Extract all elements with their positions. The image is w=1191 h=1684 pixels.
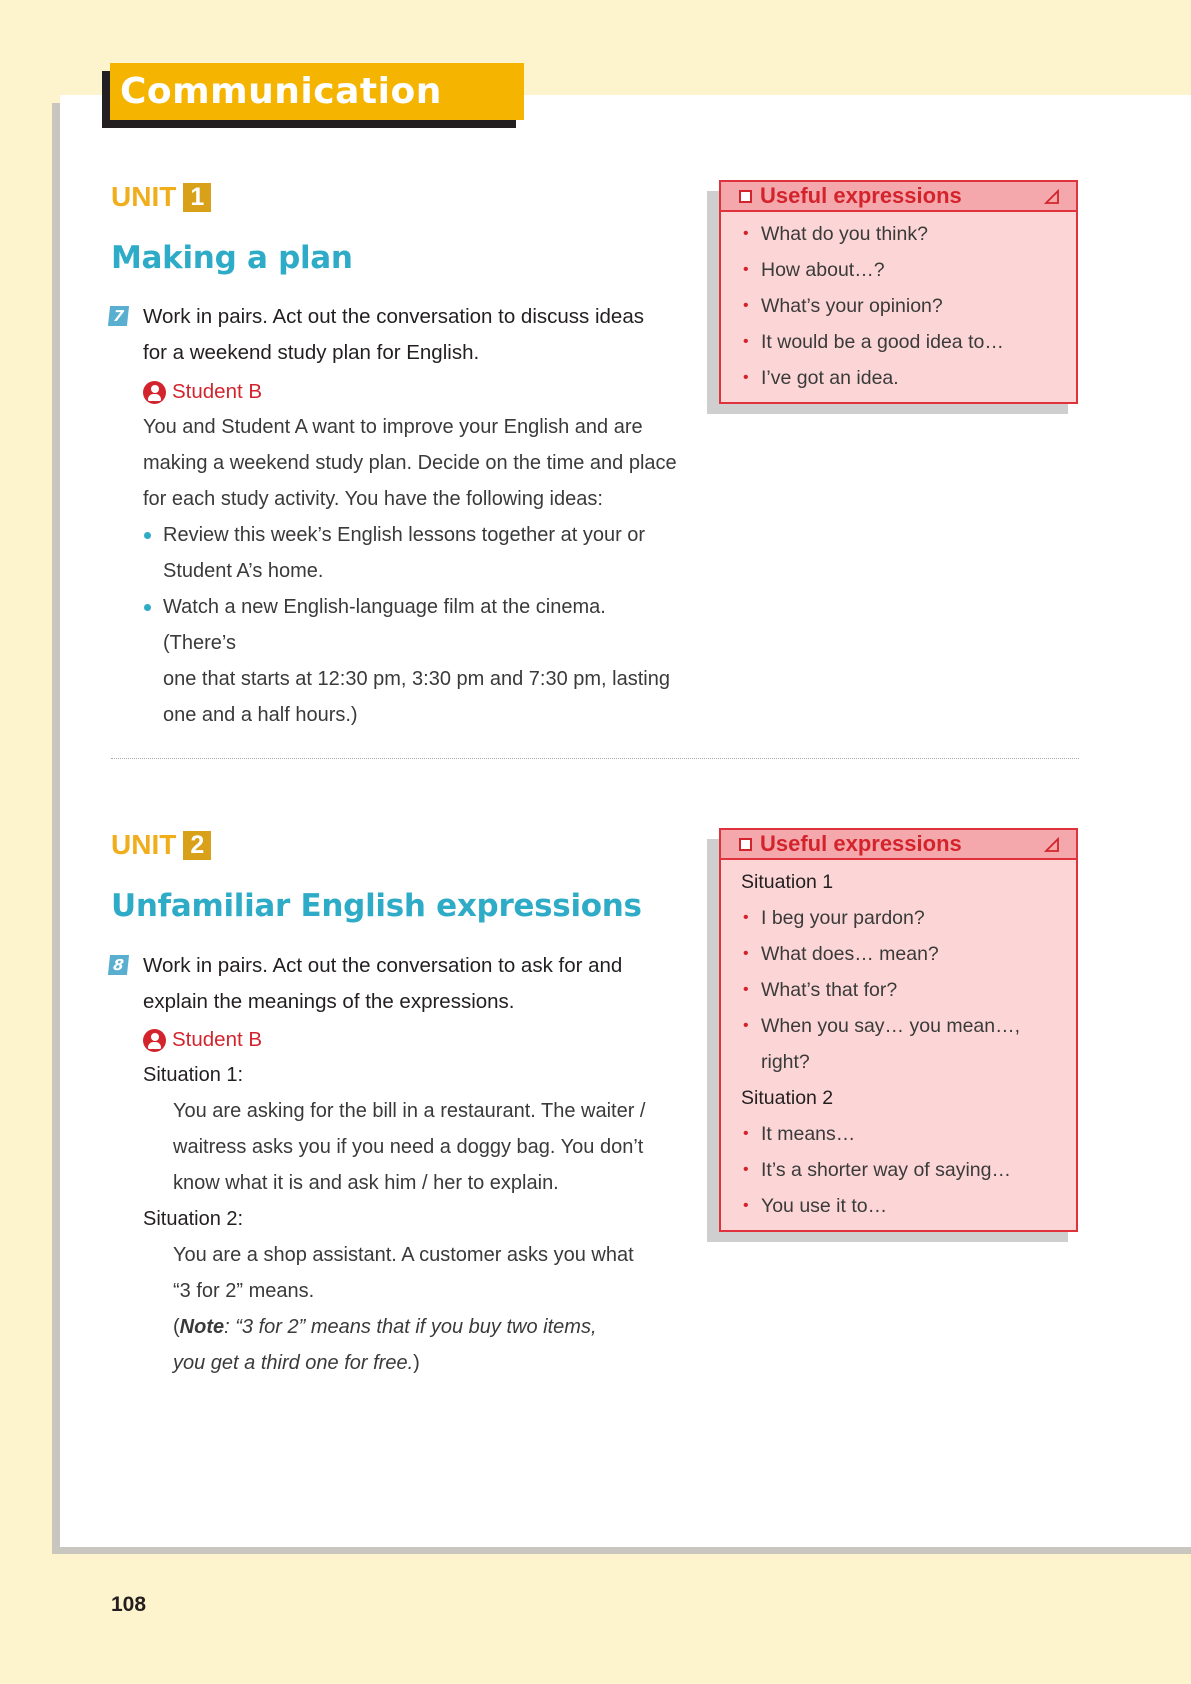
unit-label-text: UNIT [111, 181, 177, 212]
triangle-icon [1044, 837, 1060, 853]
expression-item: • How about…? [741, 252, 1076, 288]
text-line: one that starts at 12:30 pm, 3:30 pm and 7:30 pm, lasting [163, 668, 670, 690]
useful-expressions-title: Useful expressions [760, 183, 962, 208]
expression-item: • What does… mean? [741, 936, 1076, 972]
expression-item: • I’ve got an idea. [741, 360, 1076, 396]
expressions-list [721, 860, 1076, 1224]
situation-1-label: Situation 1: [143, 1064, 244, 1086]
expression-item: • It’s a shorter way of saying… [741, 1152, 1076, 1188]
student-b-label [143, 1028, 262, 1052]
unit-1-label [111, 181, 211, 213]
useful-expressions-title: Useful expressions [760, 831, 962, 856]
expression-item: • What’s your opinion? [741, 288, 1076, 324]
text-line: Student A’s home. [163, 560, 324, 582]
text-line: Review this week’s English lessons together at your or [163, 524, 646, 546]
checkbox-icon [739, 190, 752, 203]
triangle-icon [1044, 189, 1060, 205]
text-line: “3 for 2” means. [173, 1280, 315, 1302]
unit-number-badge: 1 [183, 183, 211, 212]
task-8 [109, 948, 689, 1020]
useful-expressions-box-2 [719, 828, 1078, 1232]
text-line: Watch a new English-language film at the cinema. (There’s [163, 596, 606, 654]
text-line: know what it is and ask him / her to explain. [173, 1172, 559, 1194]
expression-item: • What’s that for? [741, 972, 1076, 1008]
note [173, 1345, 673, 1381]
task-instructions [143, 299, 644, 371]
task-line: Work in pairs. Act out the conversation to discuss ideas [143, 305, 644, 328]
situation-heading: Situation 2 [741, 1087, 834, 1109]
section-divider [111, 758, 1079, 759]
task-number-badge: 7 [108, 306, 129, 326]
expression-item-continuation: right? [761, 1051, 810, 1073]
text-line: You are asking for the bill in a restaurant. The waiter / [173, 1100, 646, 1122]
task-instructions [143, 948, 622, 1020]
note-open: ( [173, 1316, 180, 1338]
expression-item: • It would be a good idea to… [741, 324, 1076, 360]
ideas-list [143, 517, 683, 733]
student-label-text: Student B [172, 380, 263, 403]
task-line: Work in pairs. Act out the conversation to ask for and [143, 954, 623, 977]
expressions-list [721, 212, 1076, 396]
student-label-text: Student B [172, 1028, 263, 1051]
list-item [143, 517, 683, 589]
expression-item: • When you say… you mean…, [741, 1008, 1076, 1044]
person-icon [143, 381, 166, 404]
expression-item: • It means… [741, 1116, 1076, 1152]
situation-1-text [173, 1093, 673, 1201]
expression-item: • What do you think? [741, 216, 1076, 252]
note-text: you get a third one for free. [173, 1352, 414, 1374]
text-line: making a weekend study plan. Decide on the time and place [143, 452, 677, 474]
useful-expressions-header [721, 182, 1076, 212]
page-number: 108 [111, 1593, 147, 1616]
list-item [143, 589, 683, 733]
text-line: for each study activity. You have the following ideas: [143, 488, 603, 510]
unit-1-heading: Making a plan [111, 240, 353, 276]
task-number-badge: 8 [108, 955, 129, 975]
banner-title: Communication bank [110, 63, 524, 120]
unit-number-badge: 2 [183, 831, 211, 860]
text-line: You are a shop assistant. A customer asks you what [173, 1244, 634, 1266]
note-close: ) [413, 1352, 420, 1374]
checkbox-icon [739, 838, 752, 851]
note [173, 1309, 673, 1345]
text-line: waitress asks you if you need a doggy bag. You don’t [173, 1136, 644, 1158]
useful-expressions-header [721, 830, 1076, 860]
task-line: for a weekend study plan for English. [143, 341, 480, 364]
task-line: explain the meanings of the expressions. [143, 990, 515, 1013]
text-line: one and a half hours.) [163, 704, 358, 726]
note-label: Note [179, 1316, 225, 1338]
expression-item: • I beg your pardon? [741, 900, 1076, 936]
expression-item: • You use it to… [741, 1188, 1076, 1224]
situation-2-text [173, 1237, 673, 1381]
student-b-label [143, 380, 262, 404]
unit-label-text: UNIT [111, 829, 177, 860]
note-text: : “3 for 2” means that if you buy two items, [224, 1316, 597, 1338]
unit-1-instructions [143, 409, 683, 733]
person-icon [143, 1029, 166, 1052]
situation-2-label: Situation 2: [143, 1208, 244, 1230]
text-line: You and Student A want to improve your English and are [143, 416, 643, 438]
unit-2-label [111, 829, 211, 861]
unit-2-heading: Unfamiliar English expressions [111, 888, 642, 924]
situation-heading: Situation 1 [741, 871, 834, 893]
useful-expressions-box-1 [719, 180, 1078, 404]
task-7 [109, 299, 689, 371]
